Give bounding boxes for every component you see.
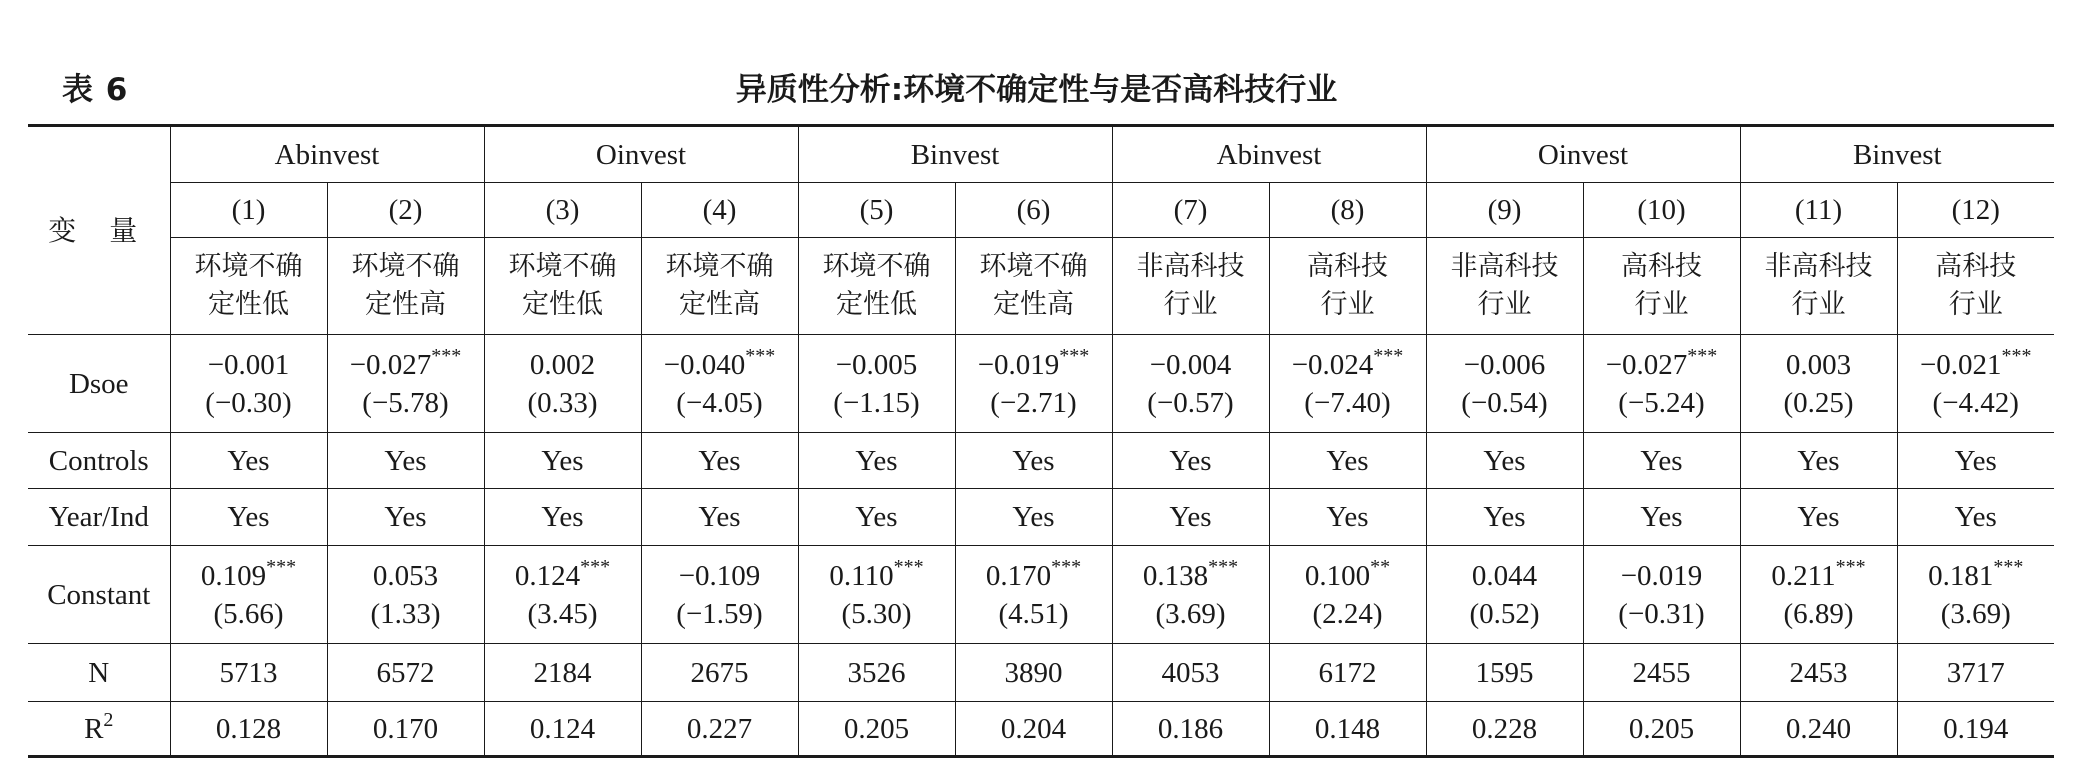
subgroup-header-line: 非高科技: [1450, 251, 1559, 282]
year-ind-value: Yes: [1583, 489, 1740, 546]
coefficient-cell: [798, 546, 955, 644]
observations-value: 2455: [1583, 644, 1740, 702]
coefficient-value: −0.006: [1463, 348, 1546, 381]
t-statistic: (−4.42): [1932, 386, 2019, 419]
observations-value: 3526: [798, 644, 955, 702]
subgroup-header-line: 行业: [1948, 289, 2003, 320]
coefficient-value: 0.211: [1771, 559, 1836, 592]
r-squared-value: 0.205: [798, 702, 955, 757]
year-ind-value: Yes: [641, 489, 798, 546]
column-number: (3): [484, 183, 641, 238]
year-ind-value: Yes: [955, 489, 1112, 546]
column-number-row: [28, 183, 2054, 238]
observations-value: 6572: [327, 644, 484, 702]
significance-stars: **: [1370, 555, 1391, 578]
t-statistic: (0.25): [1783, 386, 1854, 419]
subgroup-header-line: 高科技: [1621, 251, 1702, 282]
year-ind-value: Yes: [1426, 489, 1583, 546]
coefficient-line: [799, 557, 955, 595]
subgroup-header: [955, 238, 1112, 335]
t-statistic: (−0.30): [205, 386, 292, 419]
column-number: (11): [1740, 183, 1897, 238]
column-number: (12): [1897, 183, 2054, 238]
observations-value: 2675: [641, 644, 798, 702]
observations-value: 2184: [484, 644, 641, 702]
coefficient-cell: [641, 335, 798, 433]
controls-value: Yes: [1112, 433, 1269, 489]
significance-stars: ***: [1373, 344, 1404, 367]
coefficient-cell: [484, 546, 641, 644]
column-number: (4): [641, 183, 798, 238]
coefficient-line: [328, 346, 484, 384]
coefficient-value: 0.138: [1142, 559, 1209, 592]
r-squared-label: R: [84, 712, 104, 745]
group-header: Oinvest: [484, 126, 798, 183]
controls-value: Yes: [1897, 433, 2054, 489]
controls-value: Yes: [1583, 433, 1740, 489]
coefficient-line: [1427, 557, 1583, 595]
subgroup-header-line: 定性高: [679, 289, 760, 320]
t-statistic: (−0.31): [1618, 597, 1705, 630]
significance-stars: ***: [2001, 344, 2032, 367]
t-statistic: (6.89): [1783, 597, 1854, 630]
t-statistic: (3.45): [527, 597, 598, 630]
subgroup-header-line: 环境不确: [665, 251, 774, 282]
subgroup-header-line: 行业: [1634, 289, 1689, 320]
significance-stars: ***: [893, 555, 924, 578]
subgroup-header: [1112, 238, 1269, 335]
coefficient-value: −0.024: [1291, 348, 1374, 381]
year-ind-value: Yes: [1740, 489, 1897, 546]
subgroup-header-line: 环境不确: [351, 251, 460, 282]
coefficient-line: [1113, 557, 1269, 595]
t-statistic: (−2.71): [990, 386, 1077, 419]
subgroup-header: [641, 238, 798, 335]
t-statistic: (3.69): [1940, 597, 2011, 630]
subgroup-header: [798, 238, 955, 335]
coefficient-cell: [955, 546, 1112, 644]
t-statistic: (−5.78): [362, 386, 449, 419]
coefficient-cell: [1740, 335, 1897, 433]
observations-value: 5713: [170, 644, 327, 702]
coefficient-line: [1270, 346, 1426, 384]
n-row: [28, 644, 2054, 702]
row-label: Constant: [28, 546, 170, 644]
coefficient-value: −0.005: [835, 348, 918, 381]
coefficient-cell: [1897, 546, 2054, 644]
year-ind-row: [28, 489, 2054, 546]
row-label: Year/Ind: [28, 489, 170, 546]
r-squared-value: 0.170: [327, 702, 484, 757]
t-statistic: (1.33): [370, 597, 441, 630]
observations-value: 3717: [1897, 644, 2054, 702]
coefficient-line: [799, 346, 955, 384]
coefficient-value: 0.110: [829, 559, 894, 592]
dsoe-row: [28, 335, 2054, 433]
subgroup-header-line: 定性高: [993, 289, 1074, 320]
subgroup-header-line: 高科技: [1307, 251, 1388, 282]
coefficient-cell: [484, 335, 641, 433]
r-squared-value: 0.124: [484, 702, 641, 757]
coefficient-value: −0.019: [1620, 559, 1703, 592]
subgroup-header-line: 行业: [1320, 289, 1375, 320]
coefficient-cell: [1269, 335, 1426, 433]
t-statistic: (−5.24): [1618, 386, 1705, 419]
coefficient-value: −0.109: [678, 559, 761, 592]
r-squared-value: 0.205: [1583, 702, 1740, 757]
t-statistic: (3.69): [1155, 597, 1226, 630]
coefficient-cell: [1269, 546, 1426, 644]
year-ind-value: Yes: [327, 489, 484, 546]
significance-stars: ***: [431, 344, 462, 367]
coefficient-cell: [1583, 546, 1740, 644]
group-header: Oinvest: [1426, 126, 1740, 183]
subgroup-header-row: [28, 238, 2054, 335]
coefficient-value: 0.124: [514, 559, 581, 592]
controls-value: Yes: [955, 433, 1112, 489]
coefficient-line: [1584, 346, 1740, 384]
controls-value: Yes: [170, 433, 327, 489]
row-label: [28, 702, 170, 757]
coefficient-line: [1741, 557, 1897, 595]
year-ind-value: Yes: [1897, 489, 2054, 546]
coefficient-cell: [327, 546, 484, 644]
r-squared-value: 0.148: [1269, 702, 1426, 757]
column-number: (7): [1112, 183, 1269, 238]
coefficient-line: [1584, 557, 1740, 595]
coefficient-value: −0.027: [349, 348, 432, 381]
coefficient-value: 0.109: [200, 559, 267, 592]
t-statistic: (4.51): [998, 597, 1069, 630]
controls-row: [28, 433, 2054, 489]
observations-value: 1595: [1426, 644, 1583, 702]
subgroup-header-line: 定性低: [836, 289, 917, 320]
subgroup-header-line: 环境不确: [979, 251, 1088, 282]
coefficient-line: [485, 557, 641, 595]
row-label: N: [28, 644, 170, 702]
controls-value: Yes: [1269, 433, 1426, 489]
coefficient-value: 0.003: [1785, 348, 1852, 381]
year-ind-value: Yes: [484, 489, 641, 546]
significance-stars: ***: [580, 555, 611, 578]
column-number: (2): [327, 183, 484, 238]
controls-value: Yes: [1740, 433, 1897, 489]
coefficient-value: 0.100: [1304, 559, 1371, 592]
year-ind-value: Yes: [170, 489, 327, 546]
controls-value: Yes: [641, 433, 798, 489]
t-statistic: (−7.40): [1304, 386, 1391, 419]
coefficient-value: −0.019: [977, 348, 1060, 381]
coefficient-line: [171, 346, 327, 384]
coefficient-cell: [1426, 546, 1583, 644]
coefficient-cell: [1583, 335, 1740, 433]
coefficient-cell: [641, 546, 798, 644]
coefficient-line: [1113, 346, 1269, 384]
observations-value: 4053: [1112, 644, 1269, 702]
subgroup-header: [327, 238, 484, 335]
column-number: (5): [798, 183, 955, 238]
year-ind-value: Yes: [1269, 489, 1426, 546]
regression-table: [28, 124, 2054, 758]
coefficient-value: −0.027: [1605, 348, 1688, 381]
t-statistic: (−1.59): [676, 597, 763, 630]
coefficient-line: [328, 557, 484, 595]
subgroup-header: [1269, 238, 1426, 335]
coefficient-line: [642, 557, 798, 595]
observations-value: 2453: [1740, 644, 1897, 702]
coefficient-cell: [798, 335, 955, 433]
coefficient-value: 0.053: [372, 559, 439, 592]
coefficient-line: [171, 557, 327, 595]
coefficient-value: −0.040: [663, 348, 746, 381]
subgroup-header-line: 定性低: [208, 289, 289, 320]
subgroup-header: [1426, 238, 1583, 335]
subgroup-header-line: 非高科技: [1136, 251, 1245, 282]
coefficient-cell: [1112, 546, 1269, 644]
coefficient-value: 0.170: [985, 559, 1052, 592]
t-statistic: (5.66): [213, 597, 284, 630]
r-squared-value: 0.227: [641, 702, 798, 757]
coefficient-cell: [1426, 335, 1583, 433]
observations-value: 6172: [1269, 644, 1426, 702]
column-number: (9): [1426, 183, 1583, 238]
row-label: Controls: [28, 433, 170, 489]
r-squared-value: 0.228: [1426, 702, 1583, 757]
coefficient-line: [956, 557, 1112, 595]
coefficient-value: −0.004: [1149, 348, 1232, 381]
subgroup-header: [1583, 238, 1740, 335]
subgroup-header: [1740, 238, 1897, 335]
coefficient-line: [1898, 346, 2055, 384]
significance-stars: ***: [1687, 344, 1718, 367]
row-label: Dsoe: [28, 335, 170, 433]
subgroup-header-line: 行业: [1477, 289, 1532, 320]
constant-row: [28, 546, 2054, 644]
t-statistic: (0.52): [1469, 597, 1540, 630]
controls-value: Yes: [1426, 433, 1583, 489]
t-statistic: (5.30): [841, 597, 912, 630]
column-number: (6): [955, 183, 1112, 238]
subgroup-header-line: 非高科技: [1764, 251, 1873, 282]
coefficient-line: [1741, 346, 1897, 384]
coefficient-cell: [1112, 335, 1269, 433]
t-statistic: (−0.54): [1461, 386, 1548, 419]
observations-value: 3890: [955, 644, 1112, 702]
r-squared-superscript: 2: [103, 708, 114, 731]
significance-stars: ***: [1208, 555, 1239, 578]
coefficient-value: 0.181: [1928, 559, 1994, 592]
coefficient-line: [1270, 557, 1426, 595]
subgroup-header-line: 环境不确: [822, 251, 931, 282]
significance-stars: ***: [1993, 555, 2024, 578]
coefficient-cell: [1740, 546, 1897, 644]
subgroup-header: [484, 238, 641, 335]
coefficient-line: [1427, 346, 1583, 384]
subgroup-header-line: 环境不确: [194, 251, 303, 282]
r-squared-value: 0.194: [1897, 702, 2054, 757]
controls-value: Yes: [484, 433, 641, 489]
significance-stars: ***: [1051, 555, 1082, 578]
significance-stars: ***: [745, 344, 776, 367]
subgroup-header-line: 定性低: [522, 289, 603, 320]
group-header-row: [28, 126, 2054, 183]
controls-value: Yes: [327, 433, 484, 489]
r-squared-value: 0.240: [1740, 702, 1897, 757]
significance-stars: ***: [1835, 555, 1866, 578]
group-header: Abinvest: [1112, 126, 1426, 183]
r-squared-value: 0.204: [955, 702, 1112, 757]
subgroup-header: [1897, 238, 2054, 335]
variable-stub-header: 变 量: [28, 126, 170, 335]
significance-stars: ***: [266, 555, 297, 578]
group-header: Binvest: [1740, 126, 2054, 183]
group-header: Abinvest: [170, 126, 484, 183]
significance-stars: ***: [1059, 344, 1090, 367]
column-number: (10): [1583, 183, 1740, 238]
r-squared-row: [28, 702, 2054, 757]
r-squared-value: 0.186: [1112, 702, 1269, 757]
subgroup-header-line: 行业: [1163, 289, 1218, 320]
t-statistic: (0.33): [527, 386, 598, 419]
subgroup-header: [170, 238, 327, 335]
coefficient-cell: [1897, 335, 2054, 433]
controls-value: Yes: [798, 433, 955, 489]
r-squared-value: 0.128: [170, 702, 327, 757]
subgroup-header-line: 高科技: [1935, 251, 2017, 282]
column-number: (1): [170, 183, 327, 238]
subgroup-header-line: 环境不确: [508, 251, 617, 282]
coefficient-value: −0.001: [207, 348, 290, 381]
table-title: 异质性分析:环境不确定性与是否高科技行业: [735, 72, 1338, 108]
coefficient-cell: [170, 335, 327, 433]
coefficient-value: 0.044: [1471, 559, 1538, 592]
coefficient-cell: [955, 335, 1112, 433]
t-statistic: (−1.15): [833, 386, 920, 419]
coefficient-cell: [170, 546, 327, 644]
coefficient-line: [485, 346, 641, 384]
subgroup-header-line: 定性高: [365, 289, 446, 320]
year-ind-value: Yes: [1112, 489, 1269, 546]
coefficient-line: [642, 346, 798, 384]
coefficient-value: 0.002: [529, 348, 596, 381]
t-statistic: (−0.57): [1147, 386, 1234, 419]
coefficient-value: −0.021: [1919, 348, 2002, 381]
column-number: (8): [1269, 183, 1426, 238]
year-ind-value: Yes: [798, 489, 955, 546]
group-header: Binvest: [798, 126, 1112, 183]
coefficient-line: [956, 346, 1112, 384]
t-statistic: (−4.05): [676, 386, 763, 419]
t-statistic: (2.24): [1312, 597, 1383, 630]
subgroup-header-line: 行业: [1791, 289, 1846, 320]
coefficient-line: [1898, 557, 2055, 595]
table-number: 表 6: [62, 72, 129, 108]
coefficient-cell: [327, 335, 484, 433]
